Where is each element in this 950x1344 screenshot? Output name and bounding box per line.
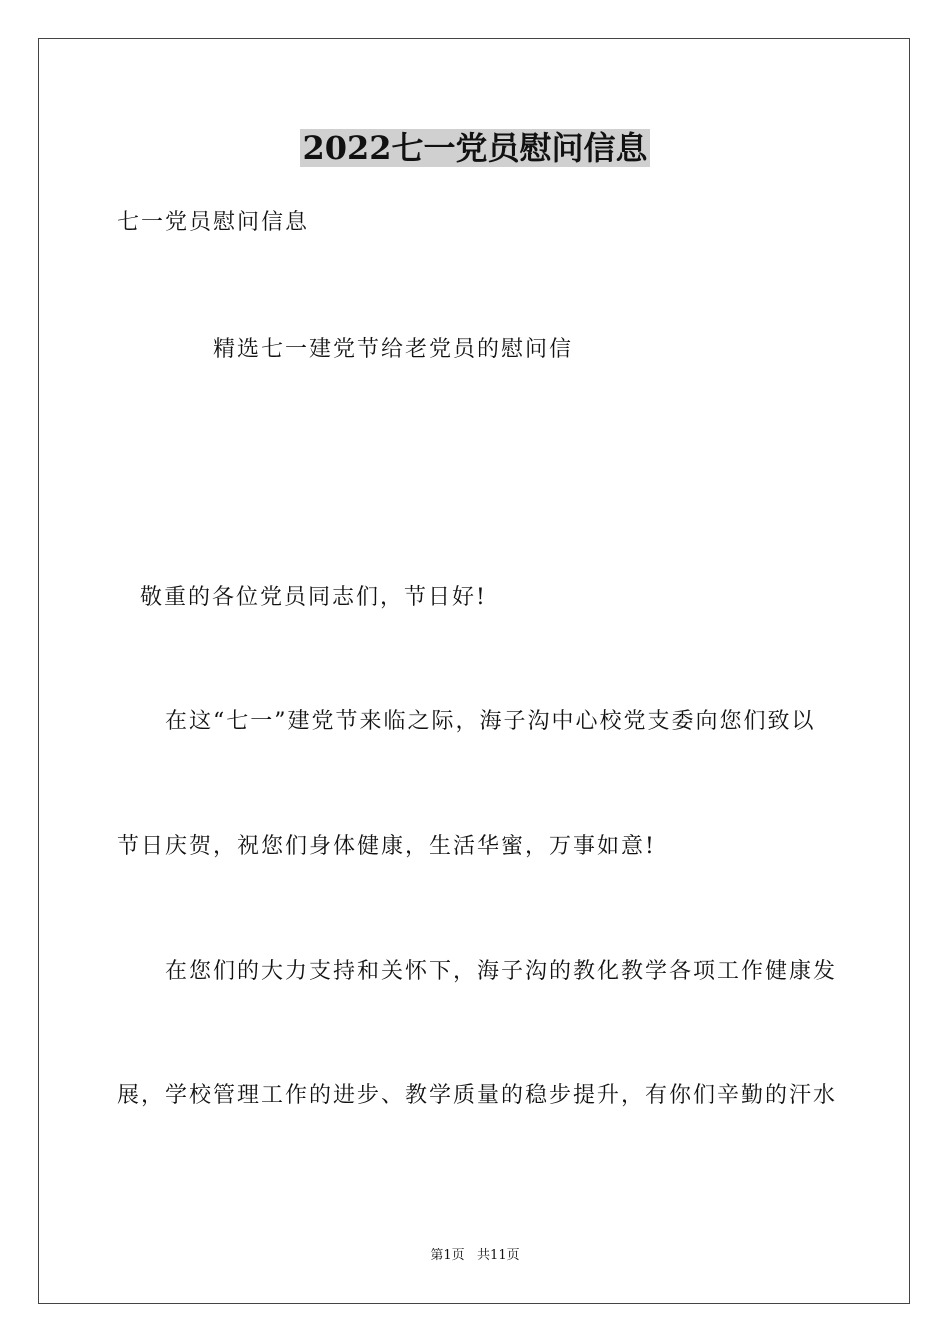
paragraph-line: 在这“七一”建党节来临之际，海子沟中心校党支委向您们致以: [165, 709, 816, 734]
paragraph-line: 节日庆贺，祝您们身体健康，生活华蜜，万事如意!: [117, 834, 656, 859]
subtitle-line: 七一党员慰问信息: [117, 210, 310, 235]
paragraph-line: 在您们的大力支持和关怀下，海子沟的教化教学各项工作健康发: [165, 959, 838, 984]
paragraph-line: 展，学校管理工作的进步、教学质量的稳步提升，有你们辛勤的汗水: [117, 1083, 838, 1108]
salutation-line: 敬重的各位党员同志们，节日好!: [140, 585, 487, 610]
heading-line: 精选七一建党节给老党员的慰问信: [213, 337, 574, 362]
document-title: [0, 126, 950, 170]
document-title-text: 2022七一党员慰问信息: [302, 129, 648, 167]
page-number-footer: 第1页 共11页: [430, 1248, 520, 1263]
